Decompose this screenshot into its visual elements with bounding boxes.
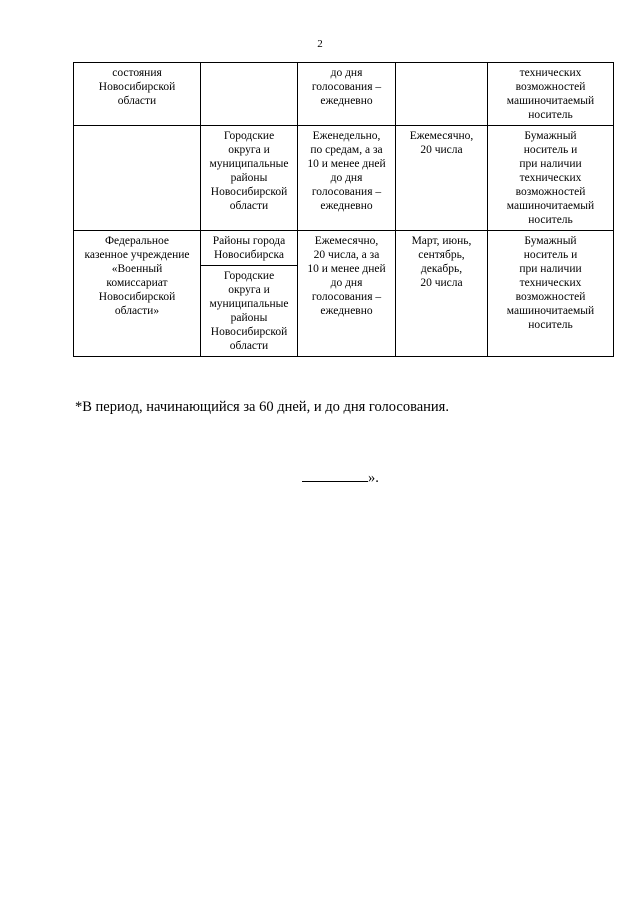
closing-mark xyxy=(302,468,379,487)
table-cell xyxy=(396,63,488,126)
table-cell: Бумажный носитель и при наличии технических возможностей машиночитаемый носитель xyxy=(488,126,614,231)
signature-line xyxy=(302,468,368,482)
footnote: *В период, начинающийся за 60 дней, и до дня голосования. xyxy=(75,399,449,415)
table-cell: Март, июнь, сентябрь, декабрь, 20 числа xyxy=(396,231,488,357)
table-cell: Городские округа и муниципальные районы Новосибирской области xyxy=(201,126,298,231)
table-cell: Федеральное казенное учреждение «Военный комиссариат Новосибирской области» xyxy=(74,231,201,357)
table-cell xyxy=(74,126,201,231)
page-number: 2 xyxy=(317,38,323,50)
table-cell: Еженедельно, по средам, а за 10 и менее дней до дня голосования – ежедневно xyxy=(298,126,396,231)
closing-quote: ». xyxy=(368,470,379,486)
table-cell: Ежемесячно, 20 числа xyxy=(396,126,488,231)
table-row xyxy=(74,126,614,231)
table-cell xyxy=(201,63,298,126)
table-cell: технических возможностей машиночитаемый носитель xyxy=(488,63,614,126)
table-row xyxy=(74,63,614,126)
table-row xyxy=(74,231,614,266)
schedule-table xyxy=(73,62,614,357)
table-cell: Городские округа и муниципальные районы Новосибирской области xyxy=(201,266,298,357)
table-cell: Районы города Новосибирска xyxy=(201,231,298,266)
table-cell: состояния Новосибирской области xyxy=(74,63,201,126)
table-cell: Бумажный носитель и при наличии технических возможностей машиночитаемый носитель xyxy=(488,231,614,357)
table-cell: Ежемесячно, 20 числа, а за 10 и менее дней до дня голосования – ежедневно xyxy=(298,231,396,357)
table-cell: до дня голосования – ежедневно xyxy=(298,63,396,126)
